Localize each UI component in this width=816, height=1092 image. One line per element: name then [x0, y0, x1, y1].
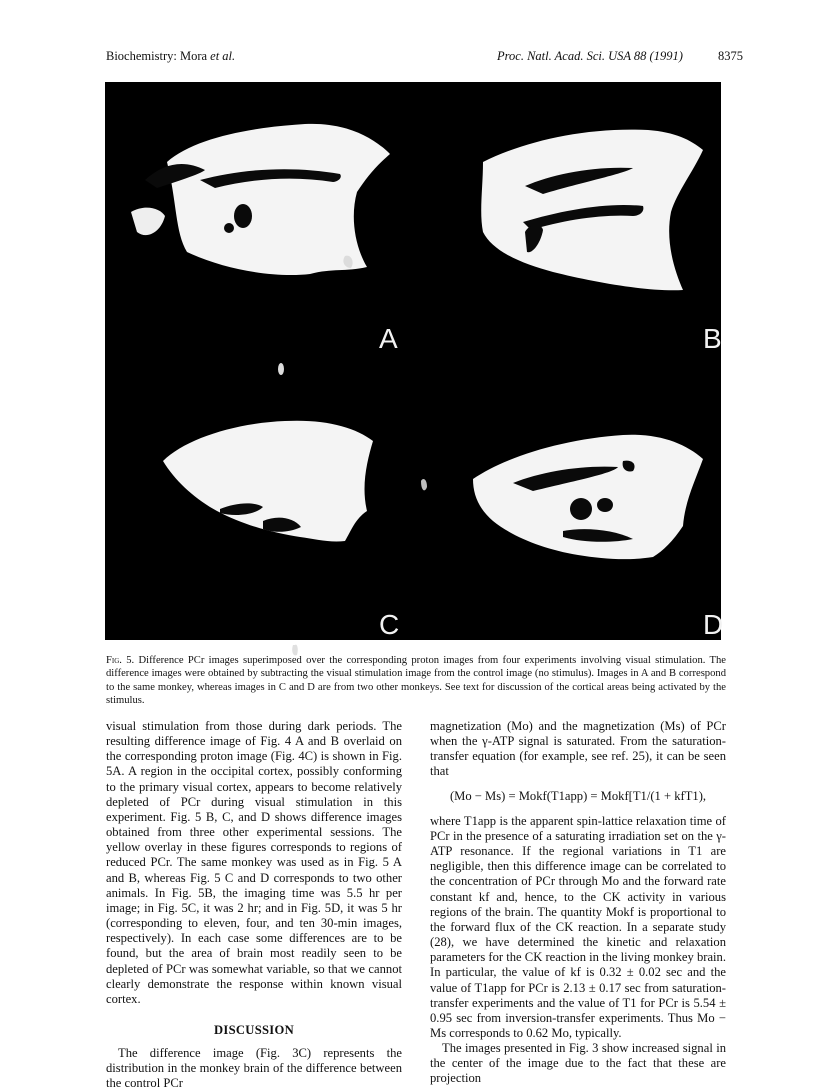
figure-panel-b	[413, 82, 721, 361]
figure-caption	[106, 654, 726, 708]
left-column	[106, 719, 402, 1092]
figure-5	[105, 82, 724, 640]
right-paragraph-3: The images presented in Fig. 3 show increased signal in the center of the image due to the fact that these are projection	[430, 1041, 726, 1086]
left-paragraph-2: The difference image (Fig. 3C) represents the distribution in the monkey brain of the difference between the control PCr	[106, 1046, 402, 1091]
right-paragraph-1: magnetization (Mo) and the magnetization (Ms) of PCr when the γ-ATP signal is saturated. From the saturation-transfer equation (for example, see ref. 25), it can be seen that	[430, 719, 726, 779]
panel-label-a: A	[379, 323, 398, 354]
right-column	[430, 719, 726, 1087]
running-head-authors: Biochemistry: Mora et al.	[106, 49, 236, 63]
running-head-citation: Proc. Natl. Acad. Sci. USA 88 (1991)	[497, 49, 683, 63]
figure-panel-a	[105, 82, 413, 361]
section-heading-discussion: DISCUSSION	[214, 1022, 294, 1037]
panel-label-b: B	[703, 323, 722, 354]
page-number: 8375	[718, 49, 743, 63]
panel-label-c: C	[379, 609, 400, 640]
mri-image-d	[413, 361, 724, 640]
caption-label: Fig. 5.	[106, 655, 135, 666]
figure-panel-d	[413, 361, 724, 640]
mri-image-c	[105, 361, 413, 640]
mri-image-b	[413, 82, 721, 361]
saturation-transfer-equation: (Mo − Ms) = Mokf(T1app) = Mokf[T1/(1 + kfT1),	[449, 788, 707, 803]
mri-image-a	[105, 82, 413, 361]
caption-text: Difference PCr images superimposed over the corresponding proton images from four experiments involving visual stimulation. The difference images were obtained by subtracting the visual stimulation image from the control image (no stimulus). Images in A and B correspond to the same monkey, whereas images in C and D are from two other monkeys. See text for discussion of the cortical areas being activated by the stimulus.	[106, 655, 726, 707]
figure-panel-c	[105, 361, 413, 640]
panel-label-d: D	[703, 609, 724, 640]
running-head-et-al: et al.	[210, 49, 236, 63]
right-paragraph-2: where T1app is the apparent spin-lattice relaxation time of PCr in the presence of a saturating irradiation set on the γ-ATP resonance. If the regional variations in T1 are negligible, then this difference image can be correlated to the concentration of PCr through Mo and the forward rate constant kf and, hence, to the CK activity in various regions of the brain. The quantity Mokf is proportional to the forward flux of the CK reaction. In a separate study (28), we have determined the kinetic and relaxation parameters for the CK reaction in the living monkey brain. In particular, the value of kf is 0.32 ± 0.02 sec and the value of T1app for PCr is 2.13 ± 0.17 sec from saturation-transfer experiments and the value of T1 for PCr is 5.54 ± 0.95 sec from inversion-transfer experiments. Thus Mo − Ms corresponds to 0.62 Mo, typically.	[430, 813, 726, 1040]
left-paragraph-1: visual stimulation from those during dark periods. The resulting difference image of Fig. 4 A and B overlaid on the corresponding proton image (Fig. 4C) is shown in Fig. 5A. A region in the occipital cortex, possibly conforming to the primary visual cortex, appears to become relatively depleted of PCr during visual stimulation in this experiment. Fig. 5 B, C, and D shows difference images obtained from three other experimental sessions. The yellow overlay in these figures corresponds to regions of reduced PCr. The same monkey was used as in Fig. 5 A and B, whereas Fig. 5 C and D corresponds to two other animals. In Fig. 5B, the imaging time was 5.5 hr per image; in Fig. 5C, it was 2 hr; and in Fig. 5D, it was 5 hr (corresponding to eleven, four, and ten 30-min images, respectively). In each case some differences are to be found, but the area of brain most readily seen to be depleted of PCr was somewhat variable, so that we cannot clearly demonstrate the response within known visual cortex.	[106, 719, 402, 1006]
